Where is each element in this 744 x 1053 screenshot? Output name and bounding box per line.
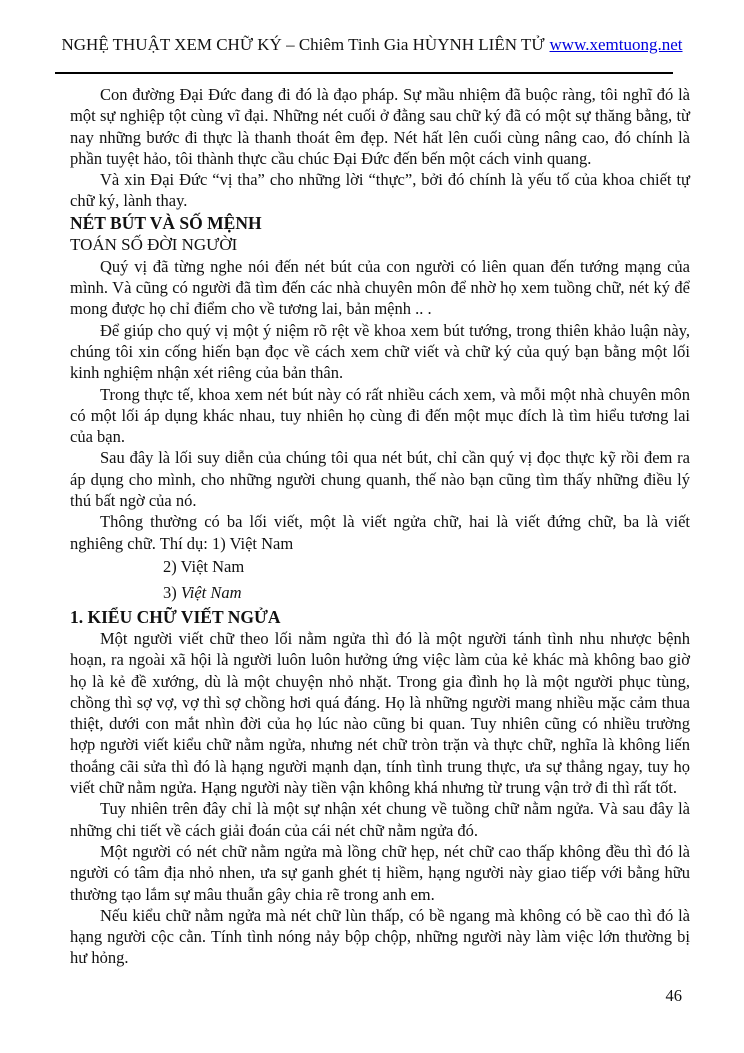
example-2-prefix: 2) (163, 556, 177, 576)
header-link[interactable]: www.xemtuong.net (549, 35, 683, 54)
page-header (0, 0, 744, 56)
kieuchu-paragraph-3: Một người có nét chữ nằm ngửa mà lồng chữ hẹp, nét chữ cao thấp không đều thì đó là người có tâm địa nhỏ nhen, ưa sự ganh ghét tị hiềm, hạng người này giao tiếp với bằng hữu thường tạo lắm sự mâu thuẫn gây chia rẽ trong anh em. (70, 841, 690, 904)
example-2-text: Việt Nam (180, 556, 245, 576)
example-line-3 (70, 580, 690, 606)
netbut-paragraph-2: Để giúp cho quý vị một ý niệm rõ rệt về khoa xem bút tướng, trong thiên khảo luận này, chúng tôi xin cống hiến bạn đọc về cách xem chữ viết và chữ ký của quý bạn bằng một lối kinh nghiệm nhận xét riêng của bản thân. (70, 320, 690, 383)
kieuchu-paragraph-1: Một người viết chữ theo lối nằm ngửa thì đó là một người tánh tình nhu nhược bệnh hoạn, ra ngoài xã hội là người luôn luôn hưởng ứng việc làm của kẻ khác mà không bao giờ họ là kẻ đề xướng, dù là một chuyện nhỏ nhặt. Trong gia đình họ là một người phục tùng, chồng thì sợ vợ, vợ thì sợ chồng hơi quá đáng. Họ là những người mang nhiều mặc cảm thua thiệt, dưới con mắt nhìn đời của họ lúc nào cũng bi quan. Tuy nhiên cũng có nhiều trường hợp người viết kiểu chữ nằm ngửa, nhưng nét chữ tròn trặn và thực chữ, nghĩa là không liến thoắng cãi sửa thì đó là hạng người mạnh dạn, tính tình trung thực, ưa sự thẳng ngay, tuy họ viết chữ nằm ngửa. Hạng người này tiền vận không khá nhưng từ trung vận trở đi thì rất tốt. (70, 628, 690, 798)
section-title-kieu-chu-viet-ngua: 1. KIỂU CHỮ VIẾT NGỬA (70, 606, 281, 627)
page-number: 46 (665, 986, 682, 1005)
intro-paragraph-1: Con đường Đại Đức đang đi đó là đạo pháp. Sự mầu nhiệm đã buộc ràng, tôi nghĩ đó là một sự nghiệp tột cùng vĩ đại. Những nét cuối ở đằng sau chữ ký đã có một sự thăng bằng, từ nay những bước đi thực là thanh thoát êm đẹp. Nét hất lên cuối cùng nâng cao, đó chính là phần tuyệt hảo, tôi thành thực cầu chúc Đại Đức đến bến một cách vinh quang. (70, 85, 690, 168)
netbut-paragraph-3: Trong thực tế, khoa xem nét bút này có rất nhiều cách xem, và mỗi một nhà chuyên môn có một lối áp dụng khác nhau, tuy nhiên họ cùng đi đến một mục đích là tìm hiểu tương lai của bạn. (70, 384, 690, 447)
intro-paragraph-2: Và xin Đại Đức “vị tha” cho những lời “thực”, bởi đó chính là yếu tố của khoa chiết tự chữ ký, lành thay. (70, 170, 690, 211)
example-line-2 (70, 554, 690, 580)
kieuchu-paragraph-4: Nếu kiểu chữ nằm ngửa mà nét chữ lùn thấp, có bề ngang mà không có bề cao thì đó là hạng người cộc cằn. Tính tình nóng nảy bộp chộp, những người này làm việc lớn thường bị hư hỏng. (70, 905, 690, 968)
netbut-paragraph-5: Thông thường có ba lối viết, một là viết ngửa chữ, hai là viết đứng chữ, ba là viết nghiêng chữ. Thí dụ: 1) Việt Nam (70, 512, 690, 553)
header-divider (55, 72, 673, 74)
kieuchu-paragraph-2: Tuy nhiên trên đây chỉ là một sự nhận xét chung về tuồng chữ nằm ngửa. Và sau đây là những chi tiết về cách giải đoán của cái nét chữ nằm ngửa đó. (70, 799, 690, 840)
section-title-net-but-va-so-menh: NÉT BÚT VÀ SỐ MỆNH (70, 212, 262, 233)
header-title: NGHỆ THUẬT XEM CHỮ KÝ – Chiêm Tinh Gia HÙYNH LIÊN TỬ (61, 35, 545, 54)
netbut-paragraph-1: Quý vị đã từng nghe nói đến nét bút của con người có liên quan đến tướng mạng của mình. Và cũng có người đã tìm đến các nhà chuyên môn để nhờ họ xem tuồng chữ, nét ký để mong được họ chỉ điểm cho về tương lai, bản mệnh .. . (70, 256, 690, 319)
netbut-paragraph-4: Sau đây là lối suy diễn của chúng tôi qua nét bút, chỉ cần quý vị đọc thực kỹ rồi đem ra áp dụng cho mình, cho những người chung quanh, thế nào bạn cũng tìm thấy những điều lý thú bất ngờ của nó. (70, 448, 690, 511)
example-3-text: Việt Nam (180, 582, 242, 602)
section-subtitle-toan-so-doi-nguoi: TOÁN SỐ ĐỜI NGƯỜI (70, 234, 238, 254)
page-content (70, 84, 690, 969)
example-3-prefix: 3) (163, 582, 177, 602)
